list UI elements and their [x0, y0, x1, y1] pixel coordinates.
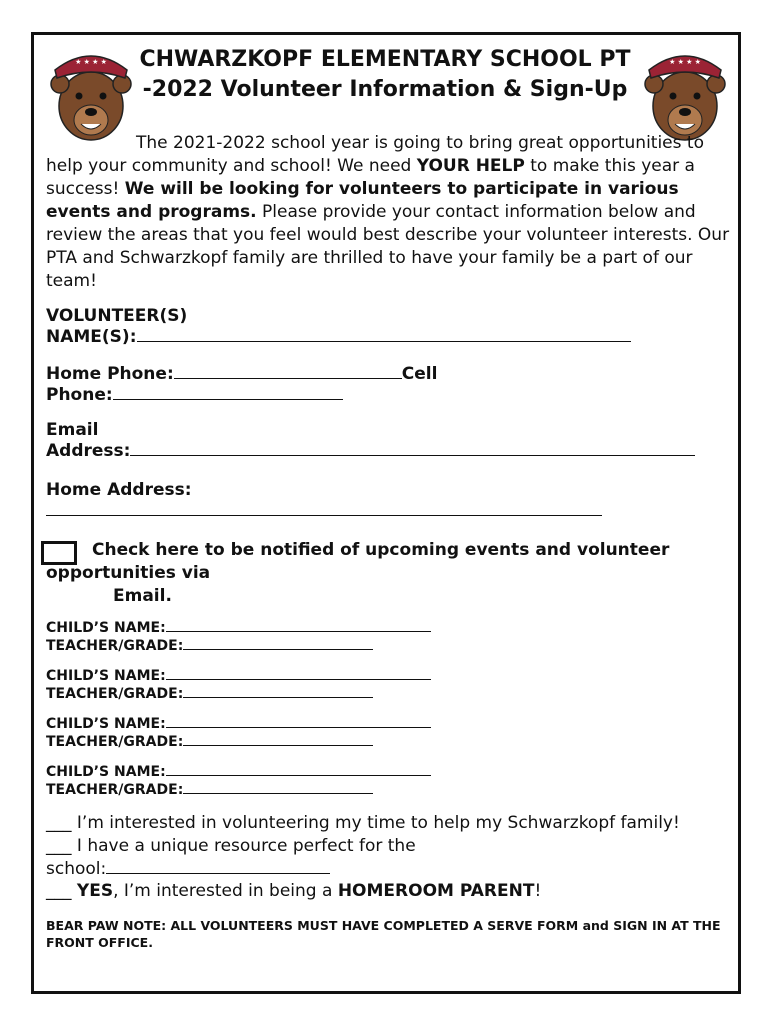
child-name-label: CHILD’S NAME: [46, 764, 166, 780]
child-entry [46, 619, 431, 655]
teacher-grade-label: TEACHER/GRADE: [46, 782, 184, 798]
teacher-grade-label: TEACHER/GRADE: [46, 734, 184, 750]
cell-phone-line[interactable] [113, 385, 343, 400]
child-name-line[interactable] [166, 619, 431, 632]
child-name-label: CHILD’S NAME: [46, 620, 166, 636]
interest-blank[interactable]: ___ [46, 881, 72, 901]
interest-text: I have a unique resource perfect for the [76, 836, 416, 856]
field-label: Address: [46, 441, 131, 461]
teacher-grade-line[interactable] [183, 685, 373, 698]
interest-blank[interactable]: ___ [46, 813, 72, 833]
notify-line: opportunities via [46, 563, 211, 583]
child-name-line[interactable] [166, 667, 431, 680]
field-label: NAME(S): [46, 327, 137, 347]
child-name-label: CHILD’S NAME: [46, 716, 166, 732]
field-label: Home Address: [46, 480, 192, 500]
intro-text: Please provide your contact information below and review the areas that you feel would best describe your volunteer interests. Our PTA and Schwarzkopf family are thrilled to have your family be a part of our team! [46, 202, 730, 291]
notify-line: Email. [113, 586, 172, 606]
svg-text:★ ★ ★ ★: ★ ★ ★ ★ [75, 58, 107, 66]
teacher-grade-label: TEACHER/GRADE: [46, 638, 184, 654]
intro-paragraph [46, 132, 730, 293]
field-label: Home Phone: [46, 364, 174, 384]
teacher-grade-label: TEACHER/GRADE: [46, 686, 184, 702]
teacher-grade-line[interactable] [183, 781, 373, 794]
interest-text: , I’m interested in being a [113, 881, 338, 901]
field-label: Cell [401, 364, 438, 384]
interest-unique-resource [46, 835, 416, 881]
teacher-grade-line[interactable] [183, 637, 373, 650]
child-name-line[interactable] [166, 715, 431, 728]
interest-blank[interactable]: ___ [46, 836, 72, 856]
intro-text: to make this year a success! [46, 156, 695, 199]
field-label: VOLUNTEER(S) [46, 306, 188, 326]
child-name-line[interactable] [166, 763, 431, 776]
volunteer-name-field [46, 306, 631, 348]
intro-bold: YOUR HELP [416, 156, 525, 176]
notify-label [46, 539, 726, 608]
field-label: Email [46, 420, 99, 440]
svg-text:★ ★ ★ ★: ★ ★ ★ ★ [669, 58, 701, 66]
interest-text: I’m interested in volunteering my time to help my Schwarzkopf family! [76, 813, 680, 833]
child-name-label: CHILD’S NAME: [46, 668, 166, 684]
volunteer-name-line[interactable] [137, 327, 631, 342]
home-address-field [46, 480, 602, 522]
resource-line[interactable] [106, 859, 330, 874]
home-phone-line[interactable] [174, 364, 402, 379]
interest-bold: HOMEROOM PARENT [337, 881, 535, 901]
notify-line: Check here to be notified of upcoming events and volunteer [92, 540, 670, 560]
child-entry [46, 763, 431, 799]
child-entry [46, 715, 431, 751]
interest-text: ! [534, 881, 542, 901]
email-line[interactable] [130, 441, 695, 456]
interest-yes: YES [76, 881, 114, 901]
page-title: CHWARZKOPF ELEMENTARY SCHOOL PT [139, 47, 631, 72]
field-label: Phone: [46, 385, 113, 405]
interest-text: school: [46, 859, 107, 879]
interest-homeroom-parent [46, 880, 541, 903]
child-entry [46, 667, 431, 703]
intro-bold: We will be looking for volunteers to participate in various events and programs. [46, 179, 679, 222]
page-subtitle: -2022 Volunteer Information & Sign-Up [142, 77, 628, 102]
intro-text: The 2021-2022 school year is going to bring great opportunities to help your community and school! We need [46, 133, 704, 176]
phone-fields [46, 364, 437, 406]
home-address-line[interactable] [46, 501, 602, 516]
email-field [46, 420, 695, 462]
teacher-grade-line[interactable] [183, 733, 373, 746]
interest-volunteer-time [46, 812, 680, 835]
bear-paw-note: BEAR PAW NOTE: ALL VOLUNTEERS MUST HAVE COMPLETED A SERVE FORM and SIGN IN AT THE FRONT OFFICE. [46, 918, 721, 950]
